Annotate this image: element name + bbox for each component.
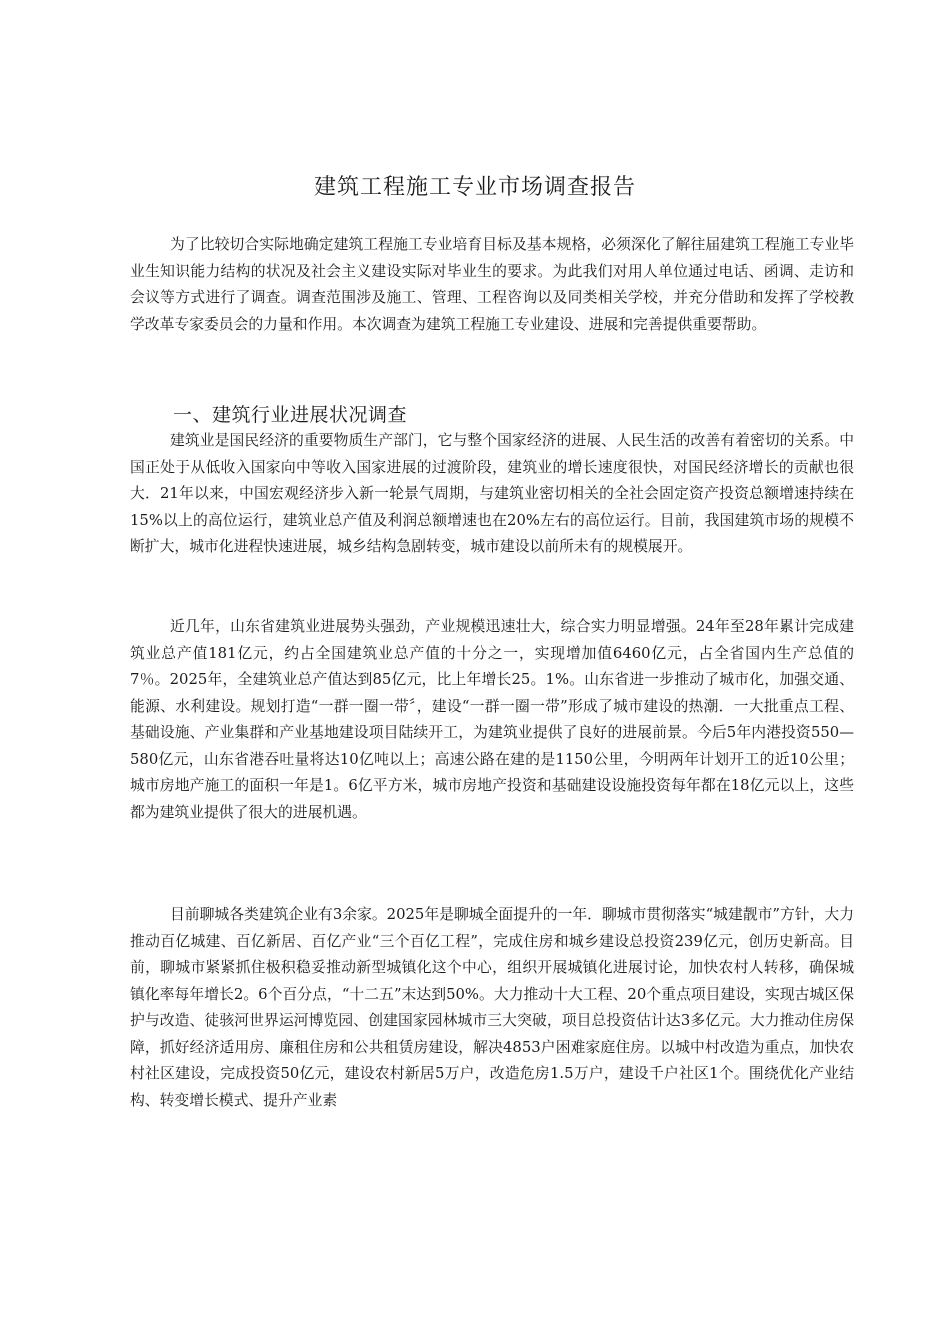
section-paragraph: 建筑业是国民经济的重要物质生产部门，它与整个国家经济的进展、人民生活的改善有着密切的关系。中国正处于从低收入国家向中等收入国家进展的过渡阶段，建筑业的增长速度很快，对国民经济增长的贡献也很大．21年以来，中国宏观经济步入新一轮景气周期，与建筑业密切相关的全社会固定资产投资总额增速持续在15%以上的高位运行，建筑业总产值及利润总额增速也在20%左右的高位运行。目前，我国建筑市场的规模不断扩大，城市化进程快速进展，城乡结构急剧转变，城市建设以前所未有的规模展开。 [130, 432, 854, 555]
section-paragraph: 近几年，山东省建筑业进展势头强劲，产业规模迅速壮大，综合实力明显增强。24年至28年累计完成建筑业总产值181亿元，约占全国建筑业总产值的十分之一，实现增加值6460亿元，占全省国内生产总值的7％。2025年，全建筑业总产值达到85亿元，比上年增长25。1%。山东省进一步推动了城市化，加强交通、能源、水利建设。规划打造“一群一圈一带〞，建设“一群一圈一带”形成了城市建设的热潮．一大批重点工程、基础设施、产业集群和产业基地建设项目陆续开工，为建筑业提供了良好的进展前景。今后5年内港投资550—580亿元，山东省港吞吐量将达10亿吨以上；高速公路在建的是1150公里，今明两年计划开工的近10公里；城市房地产施工的面积一年是1。6亿平方米，城市房地产投资和基础建设设施投资每年都在18亿元以上，这些都为建筑业提供了很大的进展机遇。 [130, 618, 854, 821]
section-heading: 一、建筑行业进展状况调查 [173, 404, 408, 426]
intro-paragraph: 为了比较切合实际地确定建筑工程施工专业培育目标及基本规格，必须深化了解往届建筑工程施工专业毕业生知识能力结构的状况及社会主义建设实际对毕业生的要求。为此我们对用人单位通过电话、函调、走访和会议等方式进行了调查。调查范围涉及施工、管理、工程咨询以及同类相关学校，并充分借助和发挥了学校教学改革专家委员会的力量和作用。本次调查为建筑工程施工专业建设、进展和完善提供重要帮助。 [130, 236, 854, 333]
document-title: 建筑工程施工专业市场调查报告 [313, 175, 636, 200]
section-paragraph: 目前聊城各类建筑企业有3余家。2025年是聊城全面提升的一年．聊城市贯彻落实“城建靓市”方针，大力推动百亿城建、百亿新居、百亿产业“三个百亿工程”，完成住房和城乡建设总投资239亿元，创历史新高。目前，聊城市紧紧抓住极积稳妥推动新型城镇化这个中心，组织开展城镇化进展讨论，加快农村人转移，确保城镇化率每年增长2。6个百分点，“十二五”末达到50%。大力推动十大工程、20个重点项目建设，实现古城区保护与改造、徒骇河世界运河博览园、创建国家园林城市三大突破，项目总投资估计达3多亿元。大力推动住房保障，抓好经济适用房、廉租住房和公共租赁房建设，解决4853户困难家庭住房。以城中村改造为重点，加快农村社区建设，完成投资50亿元，建设农村新居5万户，改造危房1.5万户，建设千户社区1个。围绕优化产业结构、转变增长模式、提升产业素 [130, 906, 854, 1109]
